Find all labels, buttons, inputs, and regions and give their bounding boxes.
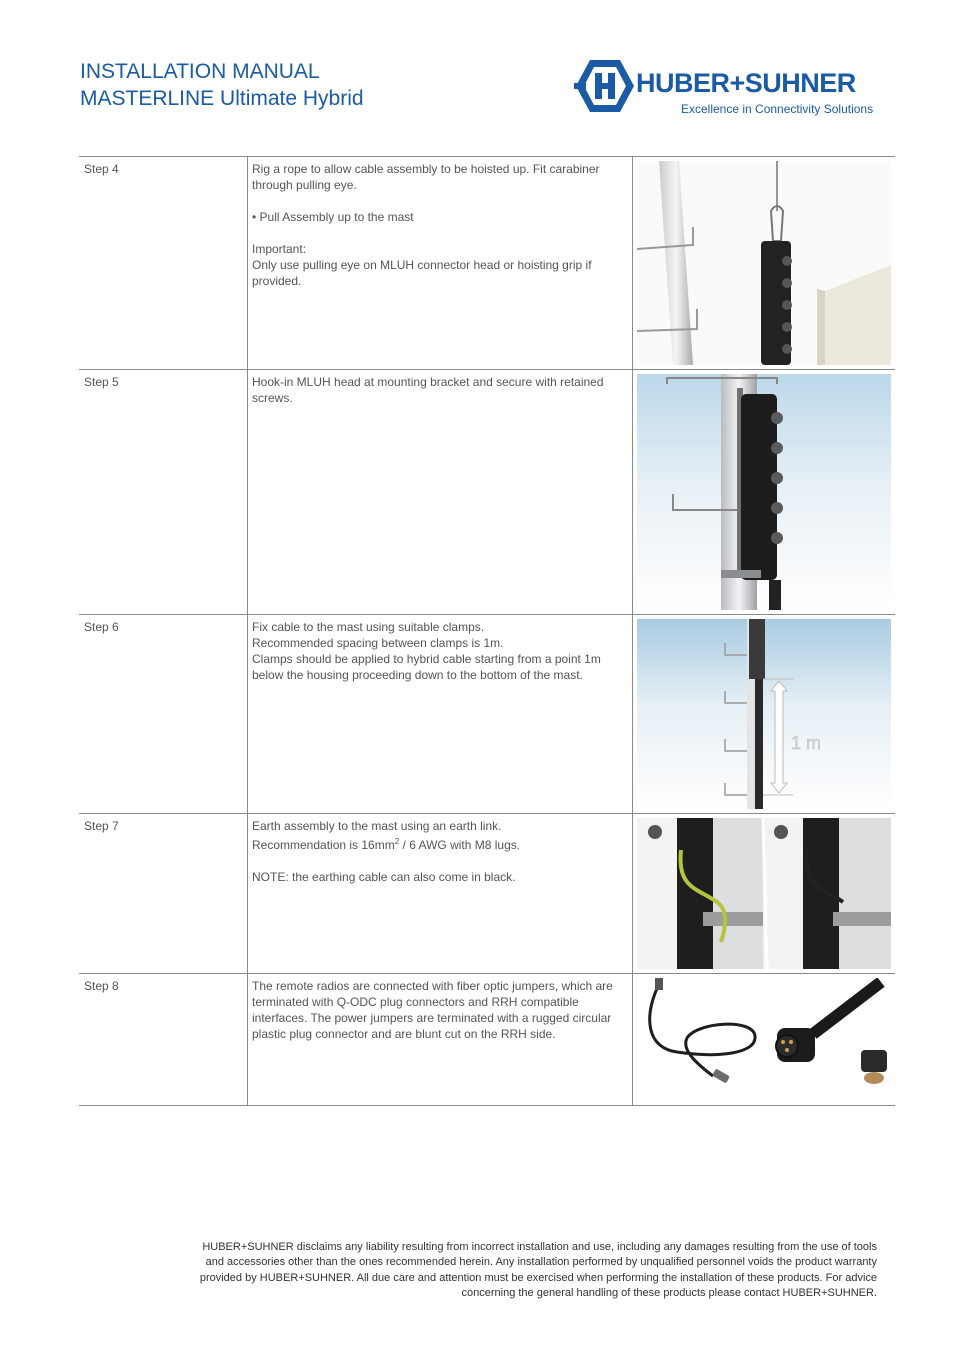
step-row [79,814,895,974]
step-note [252,241,628,289]
step-row [79,157,895,370]
step-description [248,615,633,814]
step-text: Clamps should be applied to hybrid cable starting from a point 1m below the housing proceeding down to the bottom of the mast. [252,652,601,682]
step-row [79,615,895,814]
title-line-1: INSTALLATION MANUAL [80,60,320,83]
step-description [248,814,633,974]
step-note: NOTE: the earthing cable can also come in black. [252,870,516,884]
step-image-cell [633,974,896,1106]
step-label: Step 5 [79,370,248,615]
step-text: The remote radios are connected with fiber optic jumpers, which are terminated with Q-ODC plug connectors and RRH compatible interfaces. The power jumpers are terminated with a rugged circular plastic plug connector and are blunt cut on the RRH side. [252,979,613,1041]
step-description [248,370,633,615]
title-line-2: MASTERLINE Ultimate Hybrid [80,87,364,110]
step-image-cell [633,615,896,814]
step-label: Step 4 [79,157,248,370]
installation-steps-table [79,156,895,1106]
step-description [248,157,633,370]
note-text: Only use pulling eye on MLUH connector head or hoisting grip if provided. [252,258,592,288]
step-image-cell [633,814,896,974]
spacing-label: 1 m [791,733,822,753]
liability-disclaimer: HUBER+SUHNER disclaims any liability resulting from incorrect installation and use, including any damages resulting from the use of tools and accessories other than the ones recommended herein. Any installation performed by unqualified personnel voids the product warranty provided by HUBER+SUHNER. All due care and attention must be exercised when performing the installation of these products. For advice concerning the general handling of these products please contact HUBER+SUHNER. [199,1241,877,1300]
step-text: Recommended spacing between clamps is 1m. [252,636,504,650]
note-heading: Important: [252,242,307,256]
step-label: Step 7 [79,814,248,974]
step-text: Hook-in MLUH head at mounting bracket and secure with retained screws. [252,375,604,405]
step-bullet: • Pull Assembly up to the mast [252,210,414,224]
company-logo [574,58,874,118]
step-row [79,974,895,1106]
step-text: Rig a rope to allow cable assembly to be hoisted up. Fit carabiner through pulling eye. [252,162,600,192]
step-text: Recommendation is $16mm^2 / 6$ AWG with M8 lugs. [252,837,521,852]
step-text: Earth assembly to the mast using an earth link. [252,819,502,833]
mounting-illustration [637,374,891,610]
step-image-cell [633,157,896,370]
step-text: Fix cable to the mast using suitable clamps. [252,620,485,634]
step-row [79,370,895,615]
step-label: Step 8 [79,974,248,1106]
jumpers-illustration [637,978,891,1100]
logo-hexagon-icon [574,58,636,114]
step-image-cell [633,370,896,615]
document-title [80,58,364,112]
earthing-illustration [637,818,891,969]
clamp-spacing-illustration [637,619,891,809]
step-paragraph [252,818,628,853]
logo-tagline: Excellence in Connectivity Solutions [681,102,874,116]
step-description [248,974,633,1106]
hoisting-illustration [637,161,891,365]
step-label: Step 6 [79,615,248,814]
logo-wordmark: HUBER+SUHNER [636,68,856,98]
